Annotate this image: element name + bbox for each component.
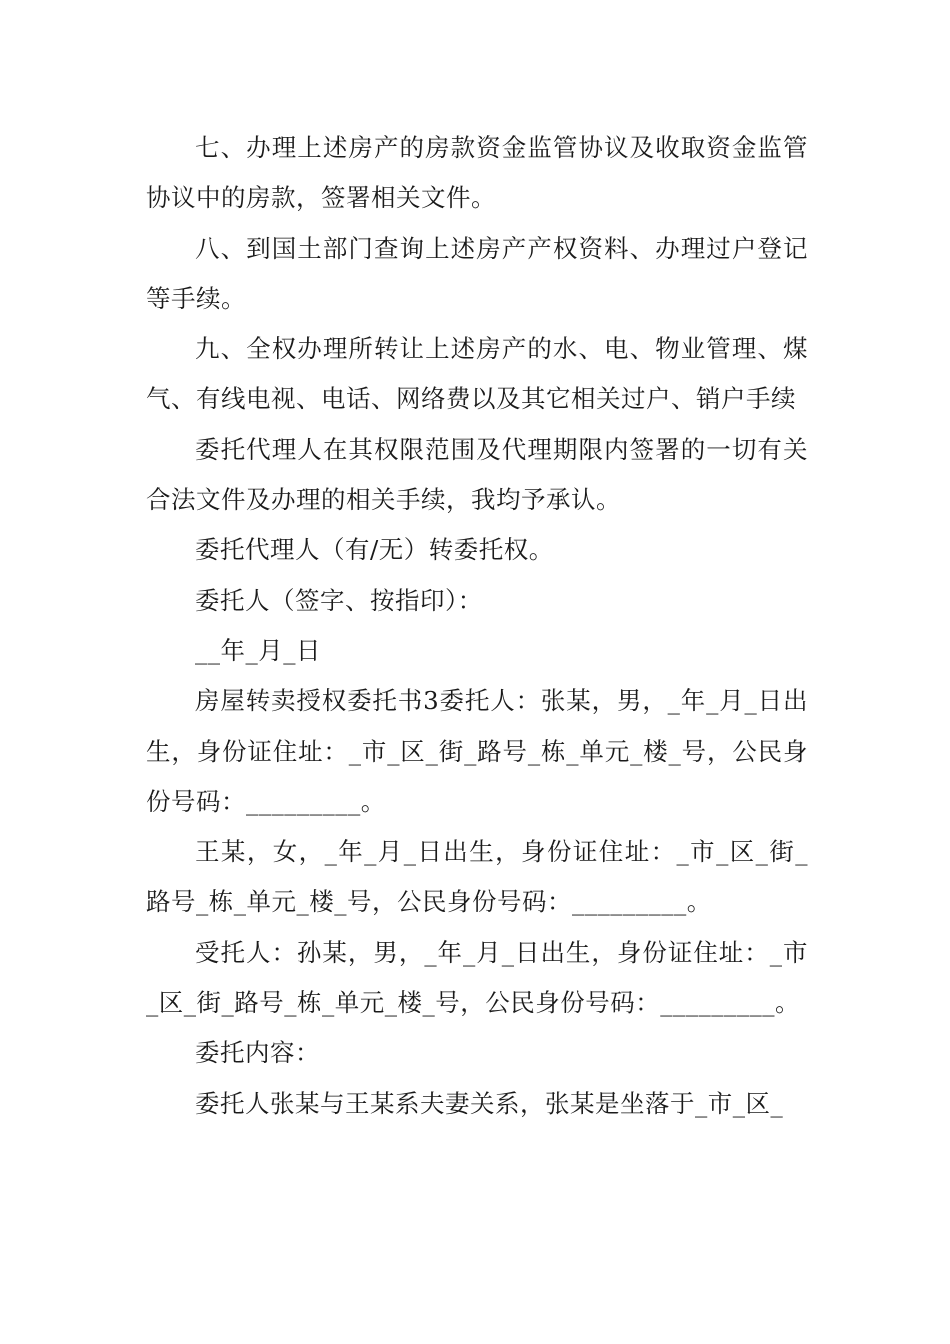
paragraph-agent-scope: 委托代理人在其权限范围及代理期限内签署的一切有关合法文件及办理的相关手续，我均予承认。 <box>146 434 808 515</box>
paragraph-item-9: 九、全权办理所转让上述房产的水、电、物业管理、煤气、有线电视、电话、网络费以及其它相关过户、销户手续 <box>146 334 808 414</box>
paragraph-content-body: 委托人张某与王某系夫妻关系，张某是坐落于_市_区_ <box>195 1088 784 1118</box>
paragraph-principal-wang: 王某，女，_年_月_日出生，身份证住址：_市_区_街_路号_栋_单元_楼_号，公民身份号码：_________。 <box>146 837 808 917</box>
paragraph-item-8: 八、到国土部门查询上述房产产权资料、办理过户登记等手续。 <box>146 233 808 313</box>
paragraph-principal-zhang: 房屋转卖授权委托书3委托人：张某，男，_年_月_日出生，身份证住址：_市_区_街_路号_栋_单元_楼_号，公民身份号码：_________。 <box>146 686 808 816</box>
paragraph-content-heading: 委托内容： <box>195 1038 320 1068</box>
paragraph-date-line: __年_月_日 <box>195 635 321 665</box>
paragraph-subdelegation: 委托代理人（有/无）转委托权。 <box>195 535 554 565</box>
paragraph-agent-sun: 受托人：孙某，男，_年_月_日出生，身份证住址：_市_区_街_路号_栋_单元_楼_号，公民身份号码：_________。 <box>146 937 808 1018</box>
paragraph-item-7: 七、办理上述房产的房款资金监管协议及收取资金监管协议中的房款，签署相关文件。 <box>146 133 808 213</box>
document-body <box>146 123 808 1129</box>
paragraph-signature-line: 委托人（签字、按指印）： <box>195 585 483 615</box>
